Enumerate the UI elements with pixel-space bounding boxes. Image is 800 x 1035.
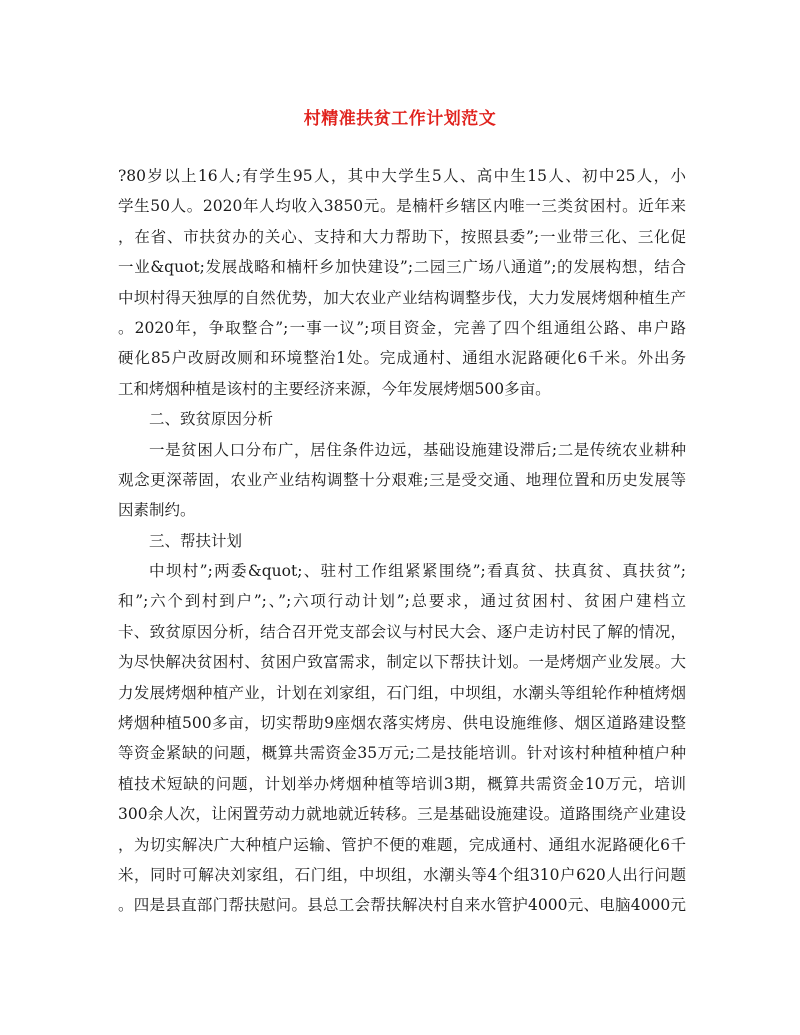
text-line: 硬化85户改厨改厕和环境整治1处。完成通村、通组水泥路硬化6千米。外出务 [118,349,686,368]
text-line: ，在省、市扶贫办的关心、支持和大力帮助下，按照县委”;一业带三化、三化促 [118,227,686,246]
text-line: 植技术短缺的问题，计划举办烤烟种植等培训3期，概算共需资金10万元，培训 [118,774,686,793]
text-line: 米，同时可解决刘家组，石门组，中坝组，水潮头等4个组310户620人出行问题 [118,865,686,884]
text-line: 300余人次，让闲置劳动力就地就近转移。三是基础设施建设。道路围绕产业建设 [118,805,686,824]
text-line: 工和烤烟种植是该村的主要经济来源，今年发展烤烟500多亩。 [118,379,551,398]
text-line: ，为切实解决广大种植户运输、管护不便的难题，完成通村、通组水泥路硬化6千 [118,835,686,854]
text-line: 等资金紧缺的问题，概算共需资金35万元;二是技能培训。针对该村种植种植户种 [118,744,686,763]
text-line: 中坝村得天独厚的自然优势，加大农业产业结构调整步伐，大力发展烤烟种植生产 [118,288,686,307]
text-line: 一业&quot;发展战略和楠杆乡加快建设”;二园三广场八通道”;的发展构想，结合 [118,258,686,277]
text-line: 一是贫困人口分布广，居住条件边远，基础设施建设滞后;二是传统农业耕种 [149,440,686,459]
document-body [118,161,686,921]
text-line: 学生50人。2020年人均收入3850元。是楠杆乡辖区内唯一三类贫困村。近年来 [118,197,686,216]
text-line: 中坝村”;两委&quot;、驻村工作组紧紧围绕”;看真贫、扶真贫、真扶贫”; [149,562,686,581]
text-line: 。四是县直部门帮扶慰问。县总工会帮扶解决村自来水管护4000元、电脑4000元 [118,896,686,915]
text-line: 因素制约。 [118,501,196,520]
text-line: 为尽快解决贫困村、贫困户致富需求，制定以下帮扶计划。一是烤烟产业发展。大 [118,653,686,672]
section-heading-assistance-plan: 三、帮扶计划 [149,531,243,550]
text-line: 卡、致贫原因分析，结合召开党支部会议与村民大会、逐户走访村民了解的情况， [118,622,686,641]
document-title: 村精准扶贫工作计划范文 [303,109,497,129]
text-line: 烤烟种植500多亩，切实帮助9座烟农落实烤房、供电设施维修、烟区道路建设整 [118,714,686,733]
text-line: ?80岁以上16人;有学生95人，其中大学生5人、高中生15人、初中25人，小 [118,167,686,185]
text-line: 和”;六个到村到户”;、”;六项行动计划”;总要求，通过贫困村、贫困户建档立 [118,592,686,611]
text-line: 观念更深蒂固，农业产业结构调整十分艰难;三是受交通、地理位置和历史发展等 [118,470,686,489]
text-line: 力发展烤烟种植产业，计划在刘家组，石门组，中坝组，水潮头等组轮作种植烤烟 [118,683,686,702]
section-heading-poverty-causes: 二、致贫原因分析 [149,410,274,429]
text-line: 。2020年，争取整合”;一事一议”;项目资金，完善了四个组通组公路、串户路 [118,318,686,337]
